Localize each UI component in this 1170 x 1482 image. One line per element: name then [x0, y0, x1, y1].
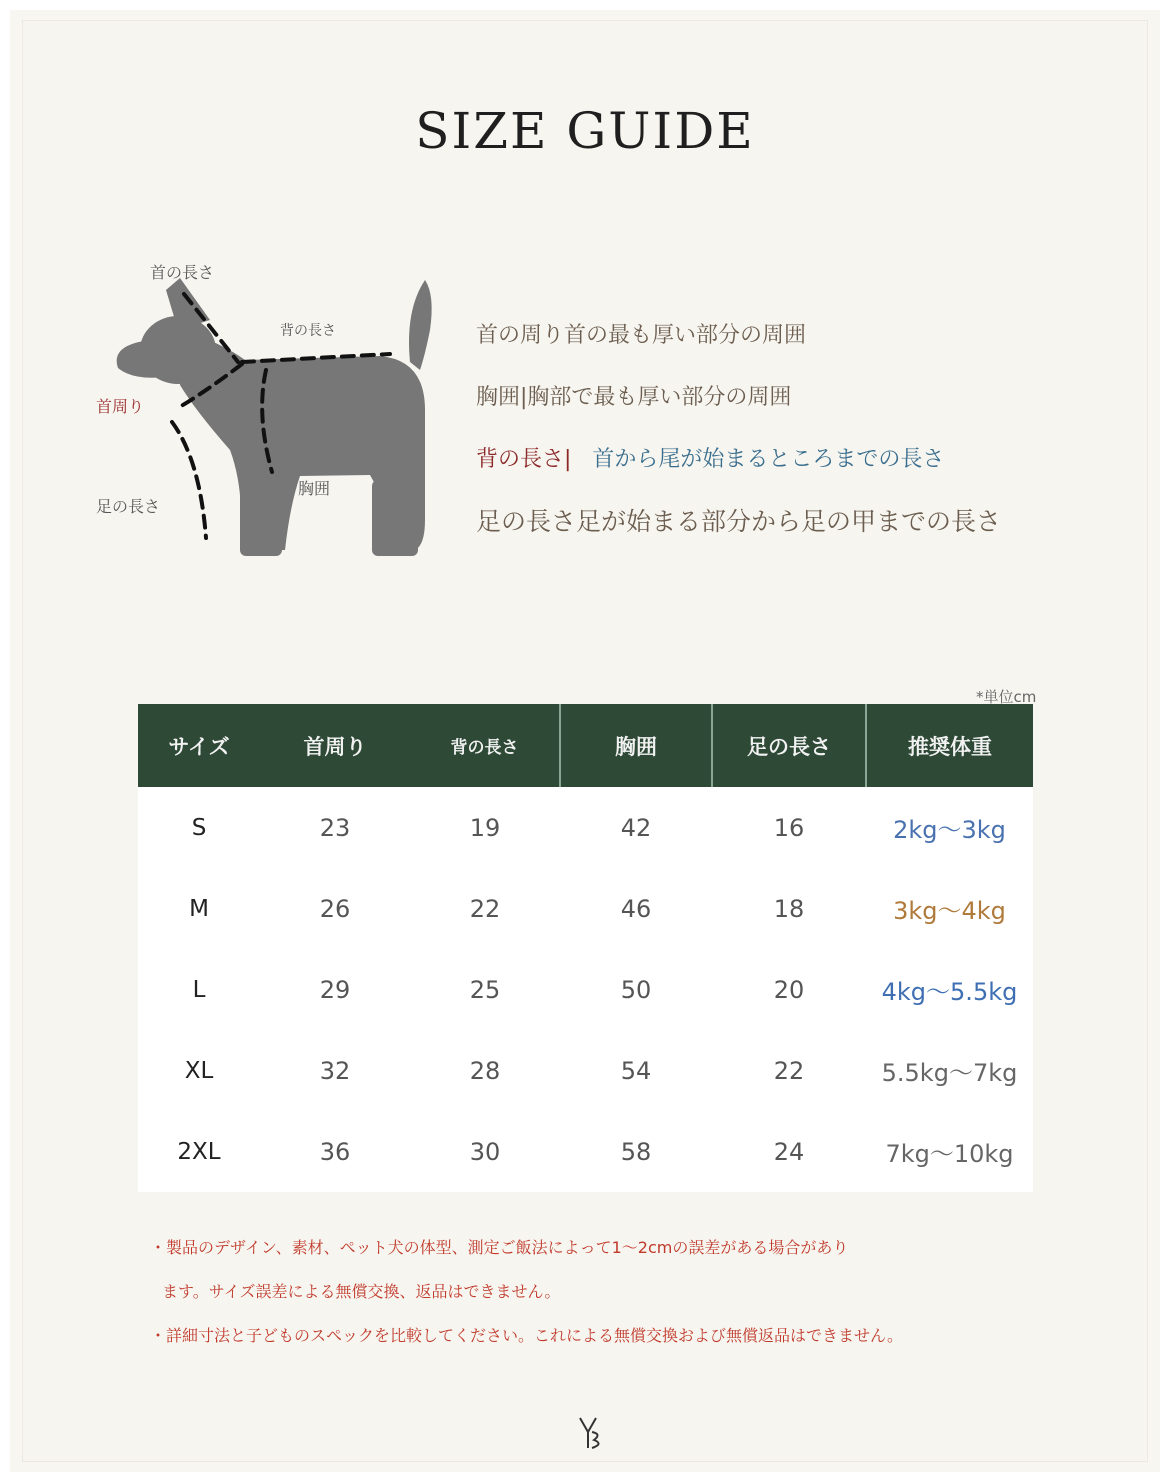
label-leg-length: 足の長さ	[96, 497, 161, 516]
cell-chest: 46	[620, 894, 652, 923]
note-line-3: ・詳細寸法と子どものスペックを比較してください。これによる無償交換および無償返品はできません。	[150, 1326, 903, 1345]
cell-leg: 16	[773, 813, 805, 842]
label-neck-girth: 首周り	[96, 397, 145, 416]
cell-chest: 58	[620, 1137, 652, 1166]
cell-weight: 7kg～10kg	[885, 1140, 1014, 1168]
header-leg: 足の長さ	[712, 704, 866, 787]
header-chest: 胸囲	[560, 704, 712, 787]
table-row	[138, 1111, 1033, 1192]
monogram-svg	[570, 1410, 610, 1454]
unit-note: *単位cm	[976, 688, 1037, 706]
description-neck-girth: 首の周り首の最も厚い部分の周囲	[476, 323, 807, 348]
size-table-header	[138, 704, 1033, 787]
header-row	[138, 704, 1033, 787]
cell-leg: 22	[773, 1056, 805, 1085]
cell-size: L	[192, 976, 206, 1003]
table-row	[138, 1030, 1033, 1111]
brand-monogram-icon	[570, 1410, 610, 1454]
cell-weight: 5.5kg～7kg	[881, 1059, 1018, 1087]
page	[10, 10, 1160, 1472]
table-row	[138, 868, 1033, 949]
label-back-length: 背の長さ	[280, 323, 336, 339]
cell-neck: 32	[319, 1056, 351, 1085]
cell-back: 25	[469, 975, 501, 1004]
cell-weight: 3kg～4kg	[893, 897, 1006, 925]
table-row	[138, 949, 1033, 1030]
note-line-2: ます。サイズ誤差による無償交換、返品はできません。	[162, 1282, 561, 1301]
cell-neck: 36	[319, 1137, 351, 1166]
note-line-1: ・製品のデザイン、素材、ペット犬の体型、測定ご飯法によって1～2cmの誤差がある場合があり	[150, 1238, 849, 1257]
description-chest: 胸囲|胸部で最も厚い部分の周囲	[476, 385, 792, 410]
cell-neck: 26	[319, 894, 351, 923]
size-table	[138, 704, 1033, 1192]
page-title: SIZE GUIDE	[415, 102, 755, 160]
header-weight: 推奨体重	[866, 704, 1033, 787]
size-table-wrapper	[138, 704, 1033, 1192]
description-back-length	[476, 434, 1136, 496]
cell-size: XL	[184, 1057, 214, 1084]
cell-neck: 29	[319, 975, 351, 1004]
measurement-descriptions	[476, 310, 1136, 558]
cell-back: 19	[469, 813, 501, 842]
cell-back: 30	[469, 1137, 501, 1166]
cell-leg: 18	[773, 894, 805, 923]
cell-size: 2XL	[177, 1138, 221, 1165]
cell-chest: 50	[620, 975, 652, 1004]
header-back: 背の長さ	[450, 738, 519, 758]
cell-weight: 2kg～3kg	[893, 816, 1006, 844]
label-chest: 胸囲	[298, 479, 331, 498]
cell-leg: 20	[773, 975, 805, 1004]
cell-back: 28	[469, 1056, 501, 1085]
cell-chest: 42	[620, 813, 652, 842]
cell-size: M	[189, 895, 209, 922]
size-table-body	[138, 787, 1033, 1192]
description-back-length-head: 背の長さ|	[476, 447, 572, 472]
cell-weight: 4kg～5.5kg	[881, 978, 1018, 1006]
cell-leg: 24	[773, 1137, 805, 1166]
cell-neck: 23	[319, 813, 351, 842]
cell-back: 22	[469, 894, 501, 923]
label-neck-length: 首の長さ	[150, 263, 215, 282]
cell-chest: 54	[620, 1056, 652, 1085]
cell-size: S	[191, 814, 207, 841]
description-leg-length: 足の長さ足が始まる部分から足の甲までの長さ	[476, 507, 1002, 536]
table-row	[138, 787, 1033, 868]
description-back-length-body: 首から尾が始まるところまでの長さ	[592, 447, 945, 472]
header-neck: 首周り	[303, 734, 367, 759]
dog-measurement-diagram	[80, 250, 450, 570]
header-size: サイズ	[168, 734, 230, 759]
notes	[150, 1232, 1030, 1364]
